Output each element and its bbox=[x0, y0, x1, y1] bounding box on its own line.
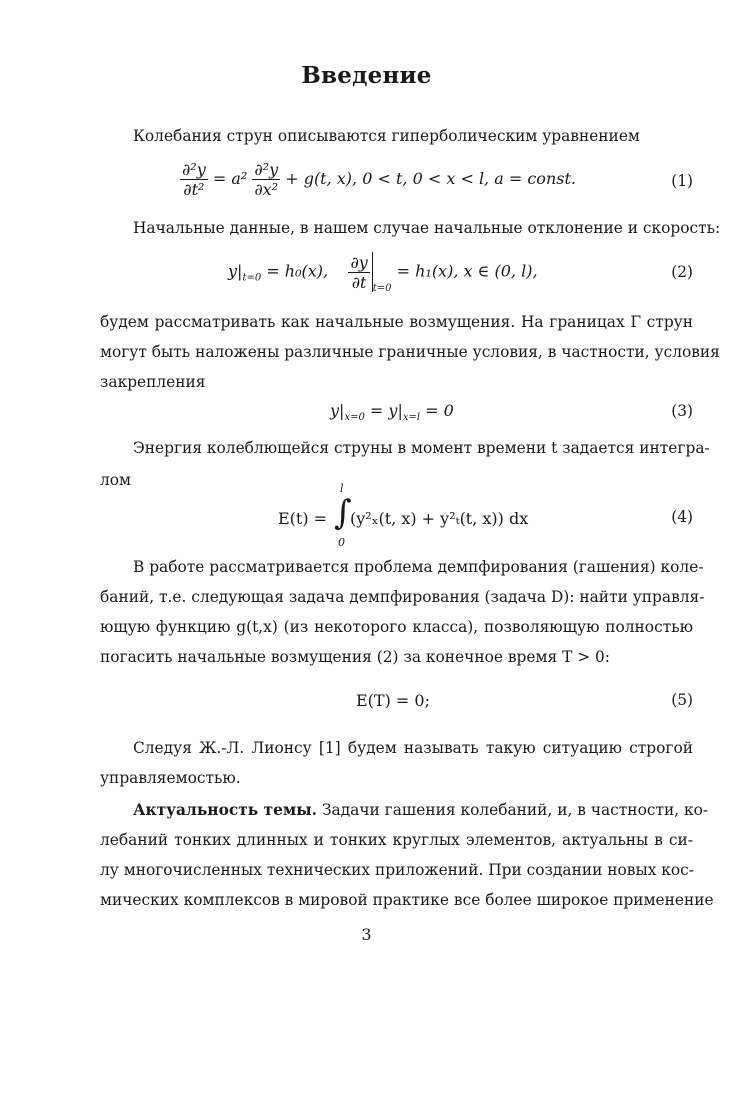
equation-5: E(T) = 0; bbox=[356, 691, 430, 710]
paragraph-line: погасить начальные возмущения (2) за конечное время T > 0: bbox=[100, 648, 610, 666]
paragraph-line: могут быть наложены различные граничные условия, в частности, условия bbox=[100, 343, 720, 361]
equation-number-3: (3) bbox=[671, 402, 693, 420]
paragraph-line: Актуальность темы. Задачи гашения колебаний, и, в частности, ко- bbox=[133, 801, 709, 819]
paragraph-line: Начальные данные, в нашем случае начальные отклонение и скорость: bbox=[133, 219, 721, 237]
page-number: 3 bbox=[361, 925, 372, 944]
eq1-mid: = a² bbox=[212, 169, 248, 188]
paragraph-line: лебаний тонких длинных и тонких круглых элементов, актуальны в си- bbox=[100, 831, 693, 849]
paragraph-line: Следуя Ж.-Л. Лионсу [1] будем называть такую ситуацию строгой bbox=[133, 739, 693, 757]
equation-3: $y|_{x=0} = y|_{x=l} = 0$ bbox=[330, 401, 454, 424]
paragraph-line: баний, т.е. следующая задача демпфирования (задача D): найти управля- bbox=[100, 588, 705, 606]
equation-number-1: (1) bbox=[671, 172, 693, 190]
paragraph-line: закрепления bbox=[100, 373, 206, 391]
paragraph-line: будем рассматривать как начальные возмущения. На границах Γ струн bbox=[100, 313, 693, 331]
integral-lower-limit: 0 bbox=[338, 536, 345, 549]
equation-number-4: (4) bbox=[671, 508, 693, 526]
bold-heading: Актуальность темы. bbox=[133, 801, 318, 819]
paragraph-line: лу многочисленных технических приложений. При создании новых кос- bbox=[100, 861, 694, 879]
paragraph-line: В работе рассматривается проблема демпфирования (гашения) коле- bbox=[133, 558, 704, 576]
paragraph-line: лом bbox=[100, 471, 132, 489]
integral-sign: ∫ bbox=[334, 493, 352, 533]
paragraph-line: мических комплексов в мировой практике все более широкое применение bbox=[100, 891, 714, 909]
paragraph-line: Колебания струн описываются гиперболическим уравнением bbox=[133, 127, 640, 145]
paragraph-line: управляемостью. bbox=[100, 769, 241, 787]
equation-number-5: (5) bbox=[671, 691, 693, 709]
eq1-rhs-fraction: $\frac{\text{∂²y}}{\text{∂x²}}$ bbox=[254, 160, 279, 199]
section-title: Введение bbox=[301, 62, 432, 89]
equation-2: $y|_{t=0} = h_0(x)$, $\frac{\partial y}{\partial t}$ $_{t=0}$ = h₁(x), x ∈ (0, l), bbox=[228, 252, 538, 294]
equation-4-body: (y²ₓ(t, x) + y²ₜ(t, x)) dx bbox=[350, 509, 529, 528]
eq1-lhs-fraction: $\frac{\text{∂²y}}{\text{∂t²}}$ bbox=[182, 160, 206, 199]
equation-4-lhs: E(t) = bbox=[278, 509, 328, 528]
eq1-tail: + g(t, x), 0 < t, 0 < x < l, a = const. bbox=[285, 169, 576, 188]
eq2-fraction: $\frac{\partial y}{\partial t}$ bbox=[350, 252, 368, 292]
paragraph-line: ющую функцию g(t,x) (из некоторого класса), позволяющую полностью bbox=[100, 618, 693, 636]
integral-upper-limit: l bbox=[340, 482, 344, 495]
equation-number-2: (2) bbox=[671, 263, 693, 281]
equation-1 bbox=[180, 160, 576, 199]
paragraph-line: Энергия колеблющейся струны в момент времени t задается интегра- bbox=[133, 439, 710, 457]
